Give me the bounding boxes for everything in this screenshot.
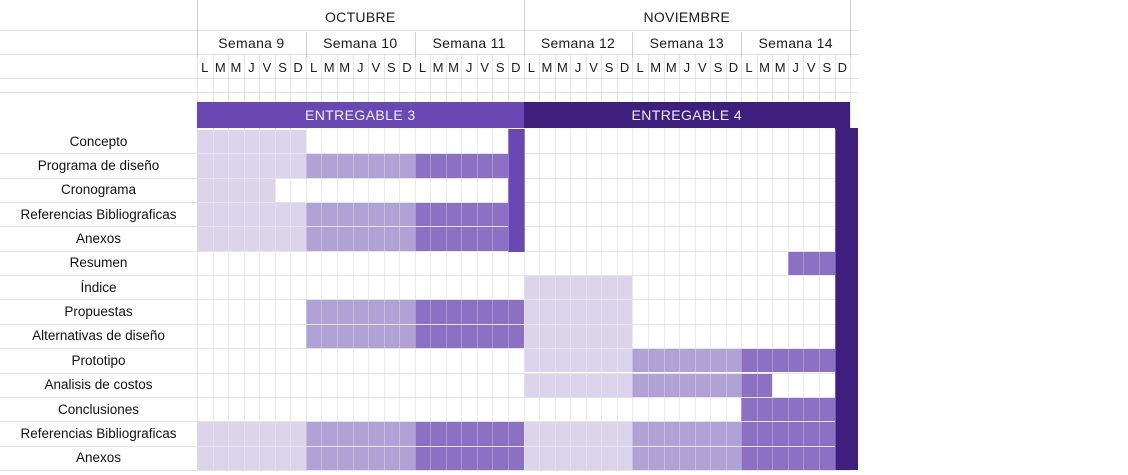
day-header: D (619, 59, 630, 75)
day-header: V (698, 59, 707, 75)
grid-overlay-line (570, 129, 571, 470)
week-header: Semana 14 (758, 35, 833, 51)
day-header: V (806, 59, 816, 75)
day-header: L (201, 59, 209, 75)
grid-overlay-line (384, 129, 385, 470)
day-header: S (278, 59, 287, 75)
day-header: D (728, 59, 739, 75)
grid-overlay-line (430, 129, 431, 470)
day-header: V (480, 59, 489, 75)
day-header: J (574, 59, 582, 75)
task-label: Referencias Bibliograficas (20, 425, 177, 441)
deliverable-4-marker (835, 128, 859, 470)
deliverable-3-marker (508, 129, 525, 154)
task-label: Programa de diseño (37, 158, 160, 174)
day-header: D (511, 59, 521, 75)
grid-overlay-line (399, 129, 400, 470)
day-header: M (665, 59, 677, 75)
grid-overlay-line (353, 129, 354, 470)
grid-overlay-line (524, 129, 525, 470)
day-header: M (556, 59, 568, 75)
task-label: Prototipo (71, 352, 126, 368)
week-header: Semana 13 (649, 35, 724, 51)
grid-overlay-line (213, 129, 214, 470)
deliverable-band-3: ENTREGABLE 3 (197, 102, 524, 128)
day-header: S (387, 59, 396, 75)
day-header: S (495, 59, 505, 75)
day-header: M (214, 59, 226, 75)
task-label: Cronograma (60, 182, 137, 198)
week-header: Semana 10 (323, 35, 398, 51)
grid-overlay-line (601, 129, 602, 470)
day-header: V (589, 59, 598, 75)
header-row-line (0, 78, 858, 79)
header-row-line (0, 30, 858, 31)
day-header: M (448, 59, 459, 75)
day-header: J (465, 59, 473, 75)
deliverable-3-marker (508, 153, 525, 178)
task-label: Propuestas (64, 304, 133, 320)
day-header: V (371, 59, 381, 75)
task-label: Concepto (69, 133, 128, 149)
week-header: Semana 9 (218, 35, 285, 51)
grid-overlay-line (632, 129, 633, 470)
day-header: M (650, 59, 662, 75)
grid-overlay-line (586, 129, 587, 470)
task-label: Anexos (75, 231, 122, 247)
day-header: M (339, 59, 351, 75)
grid-overlay-line (803, 129, 804, 470)
day-header: J (792, 59, 799, 75)
week-header: Semana 12 (540, 35, 616, 51)
grid-overlay-line (368, 129, 369, 470)
deliverable-3-marker (508, 202, 525, 227)
grid-overlay-line (477, 129, 478, 470)
task-label: Alternativas de diseño (32, 328, 165, 344)
grid-overlay-line (321, 129, 322, 470)
grid-overlay-line (617, 129, 618, 470)
grid-overlay-line (337, 129, 338, 470)
grid-overlay-line (306, 129, 307, 470)
week-header: Semana 11 (432, 35, 506, 51)
deliverable-3-marker (508, 178, 525, 203)
task-label: Resumen (69, 255, 128, 271)
day-header: D (293, 59, 303, 75)
task-label: Analisis de costos (44, 377, 153, 393)
grid-overlay-line (679, 129, 680, 470)
day-header: J (683, 59, 691, 75)
grid-overlay-line (275, 129, 276, 470)
grid-overlay-line (835, 129, 836, 470)
header-row-line (0, 92, 858, 93)
day-header: M (230, 59, 242, 75)
day-header: L (636, 59, 644, 75)
grid-overlay-line (710, 129, 711, 470)
grid-overlay-line (446, 129, 447, 470)
grid-overlay-line (508, 129, 509, 470)
grid-overlay-line (244, 129, 245, 470)
task-bar (197, 179, 275, 202)
grid-overlay-line (415, 129, 416, 470)
grid-overlay-line (290, 129, 291, 470)
grid-overlay-line (695, 129, 696, 470)
day-header: M (432, 59, 444, 75)
day-header: S (713, 59, 723, 75)
task-label: Índice (80, 279, 117, 295)
month-separator-line (850, 0, 851, 32)
day-header: S (822, 59, 832, 75)
day-header: L (418, 59, 427, 75)
day-header: J (248, 59, 255, 75)
grid-overlay-line (539, 129, 540, 470)
task-label: Anexos (75, 450, 122, 466)
day-header: S (604, 59, 614, 75)
task-label: Referencias Bibliograficas (20, 206, 177, 222)
grid-overlay-line (741, 129, 742, 470)
task-row-line (0, 470, 850, 471)
header-row-line (0, 54, 858, 55)
day-header: D (837, 59, 848, 75)
grid-overlay-line (788, 129, 789, 470)
day-header: L (310, 59, 318, 75)
deliverable-band-4: ENTREGABLE 4 (524, 102, 851, 128)
day-header: L (527, 59, 535, 75)
day-header: L (745, 59, 753, 75)
day-header: V (262, 59, 272, 75)
grid-overlay-line (757, 129, 758, 470)
grid-overlay-line (726, 129, 727, 470)
task-label: Conclusiones (57, 401, 140, 417)
grid-overlay-line (772, 129, 773, 470)
day-header: D (402, 59, 412, 75)
task-bar (788, 252, 835, 275)
grid-overlay-line (461, 129, 462, 470)
month-header-1: NOVIEMBRE (643, 9, 731, 25)
grid-overlay-line (228, 129, 229, 470)
grid-overlay-line (819, 129, 820, 470)
deliverable-3-marker (508, 226, 525, 251)
grid-overlay-line (555, 129, 556, 470)
grid-overlay-line (259, 129, 260, 470)
day-header: M (323, 59, 335, 75)
day-header: M (774, 59, 786, 75)
grid-overlay-line (492, 129, 493, 470)
day-header: J (357, 59, 364, 75)
month-header-0: OCTUBRE (324, 9, 396, 25)
day-header: M (541, 59, 553, 75)
grid-overlay-line (648, 129, 649, 470)
grid-overlay-line (664, 129, 665, 470)
day-header: M (759, 59, 770, 75)
